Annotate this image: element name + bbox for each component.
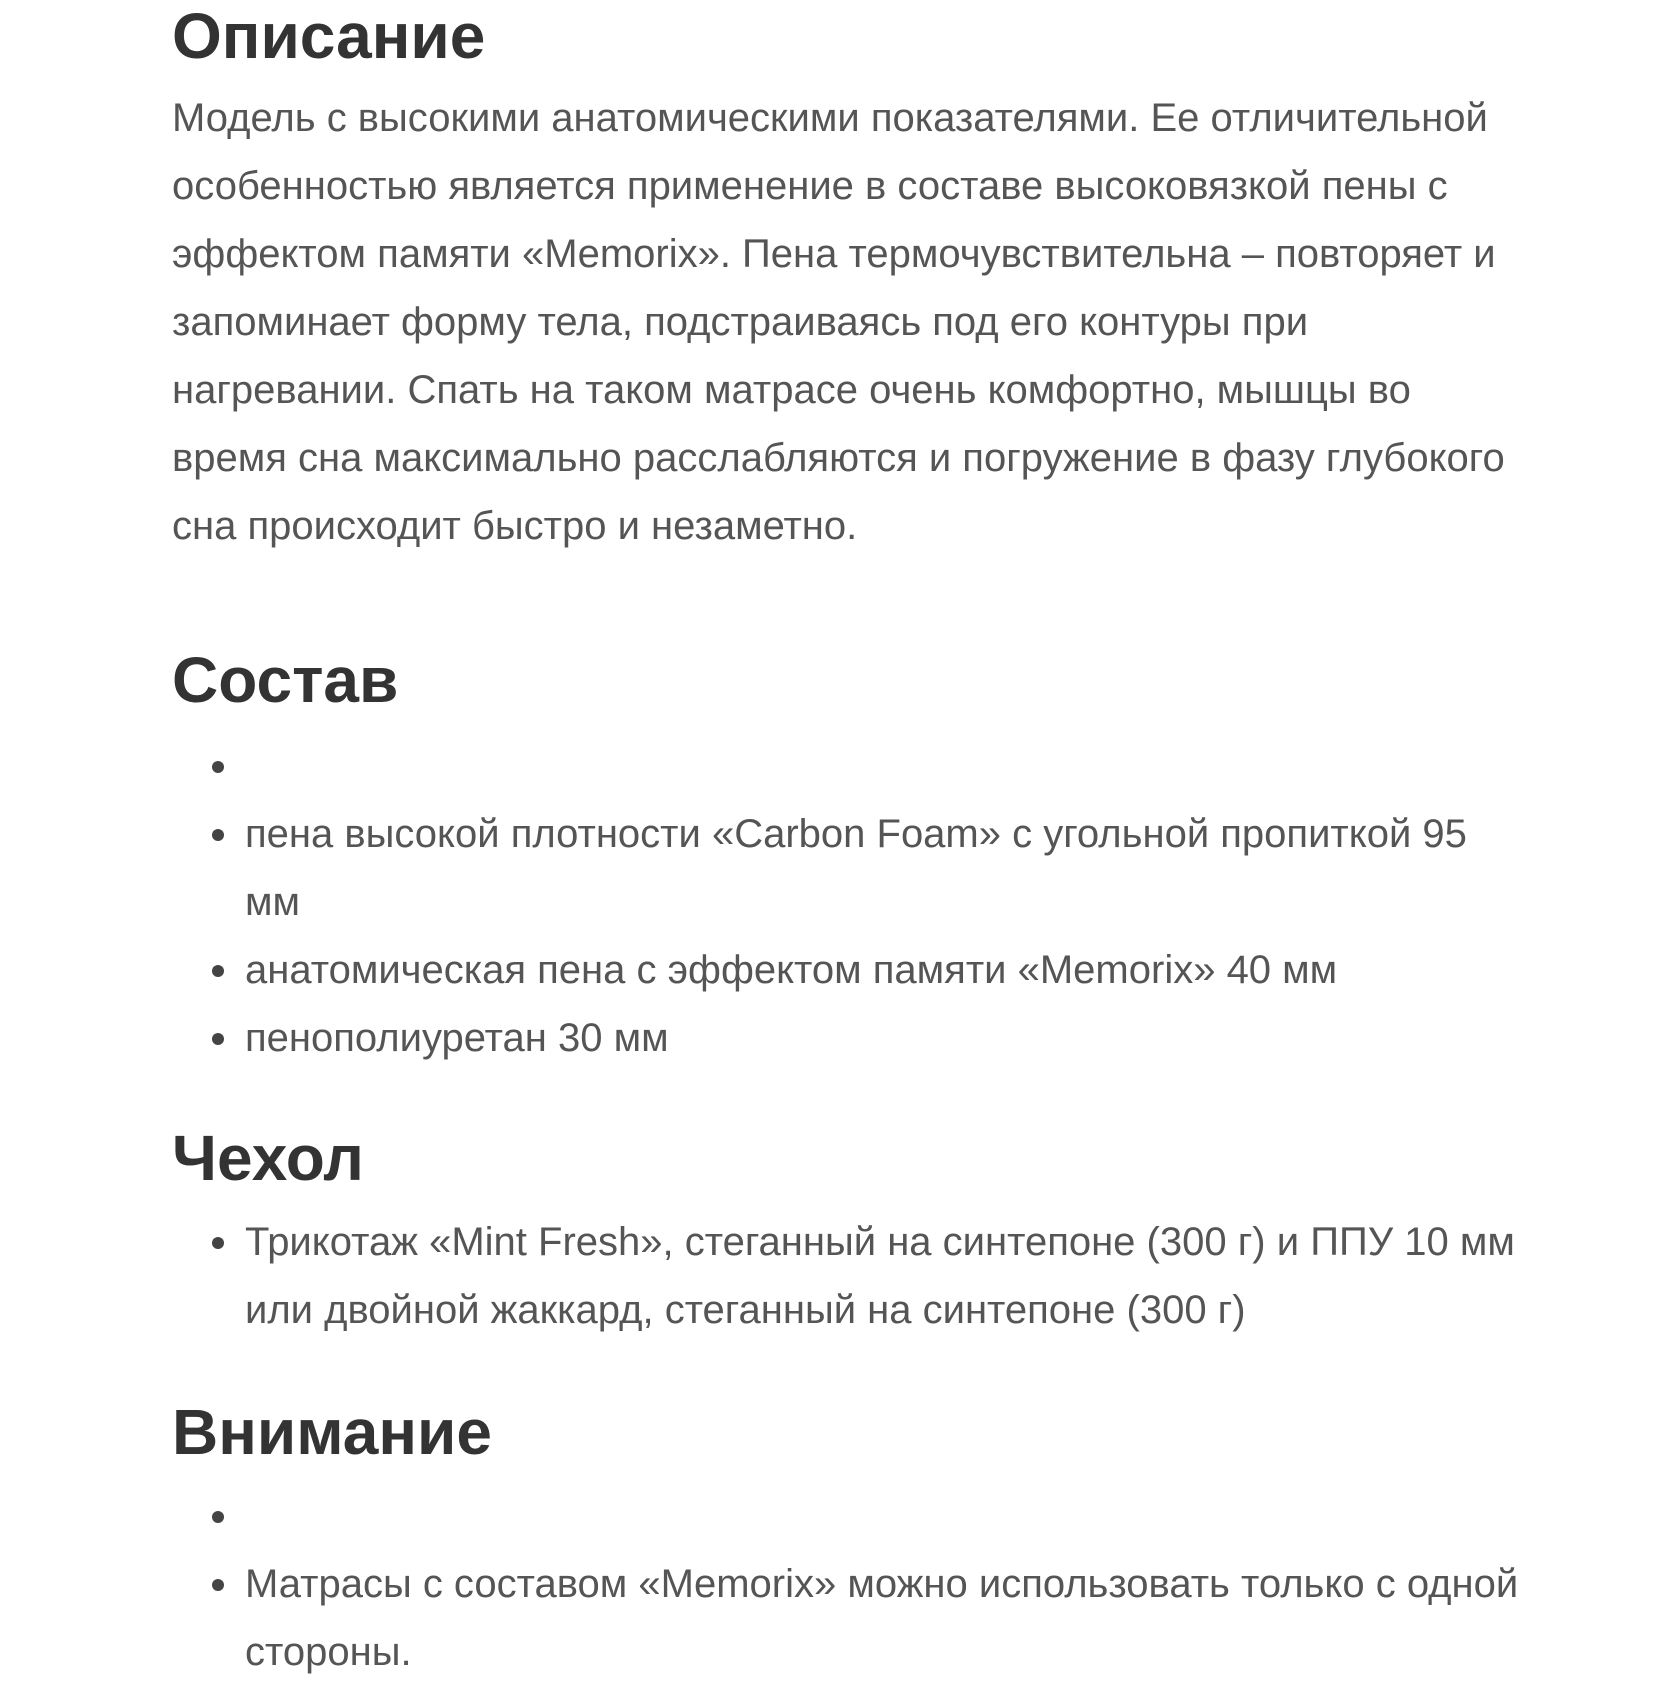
list-item-text: пена высокой плотности «Carbon Foam» с угольной пропиткой 95 мм	[245, 812, 1467, 924]
bullet-icon	[212, 1237, 224, 1249]
bullet-icon	[212, 1579, 224, 1591]
list-item	[172, 936, 1532, 1004]
list-item-text: пенополиуретан 30 мм	[245, 1016, 669, 1060]
list-item	[172, 1550, 1532, 1686]
attention-heading: Внимание	[172, 1396, 492, 1468]
list-item-text: Матрасы с составом «Memorix» можно использовать только с одной стороны.	[245, 1562, 1519, 1674]
list-item-text: Трикотаж «Mint Fresh», стеганный на синтепоне (300 г) и ППУ 10 мм или двойной жаккард, стеганный на синтепоне (300 г)	[245, 1220, 1515, 1332]
list-item	[172, 800, 1532, 936]
attention-list	[172, 1482, 1532, 1686]
composition-heading: Состав	[172, 644, 399, 716]
bullet-icon	[212, 829, 224, 841]
composition-list	[172, 732, 1532, 1072]
description-text: Модель с высокими анатомическими показателями. Ее отличительной особенностью является применение в составе высоковязкой пены с эффектом памяти «Memorix». Пена термочувствительна – повторяет и запоминает форму тела, подстраиваясь под его контуры при нагревании. Спать на таком матрасе очень комфортно, мышцы во время сна максимально расслабляются и погружение в фазу глубокого сна происходит быстро и незаметно.	[172, 96, 1505, 548]
bullet-icon	[212, 965, 224, 977]
bullet-icon	[212, 1033, 224, 1045]
bullet-icon	[212, 1511, 224, 1523]
list-item-text: анатомическая пена с эффектом памяти «Memorix» 40 мм	[245, 948, 1338, 992]
list-item	[172, 732, 1532, 800]
bullet-icon	[212, 761, 224, 773]
list-item	[172, 1004, 1532, 1072]
list-item	[172, 1482, 1532, 1550]
list-item	[172, 1208, 1532, 1344]
description-heading: Описание	[172, 0, 486, 72]
cover-list	[172, 1208, 1532, 1344]
cover-heading: Чехол	[172, 1122, 364, 1194]
